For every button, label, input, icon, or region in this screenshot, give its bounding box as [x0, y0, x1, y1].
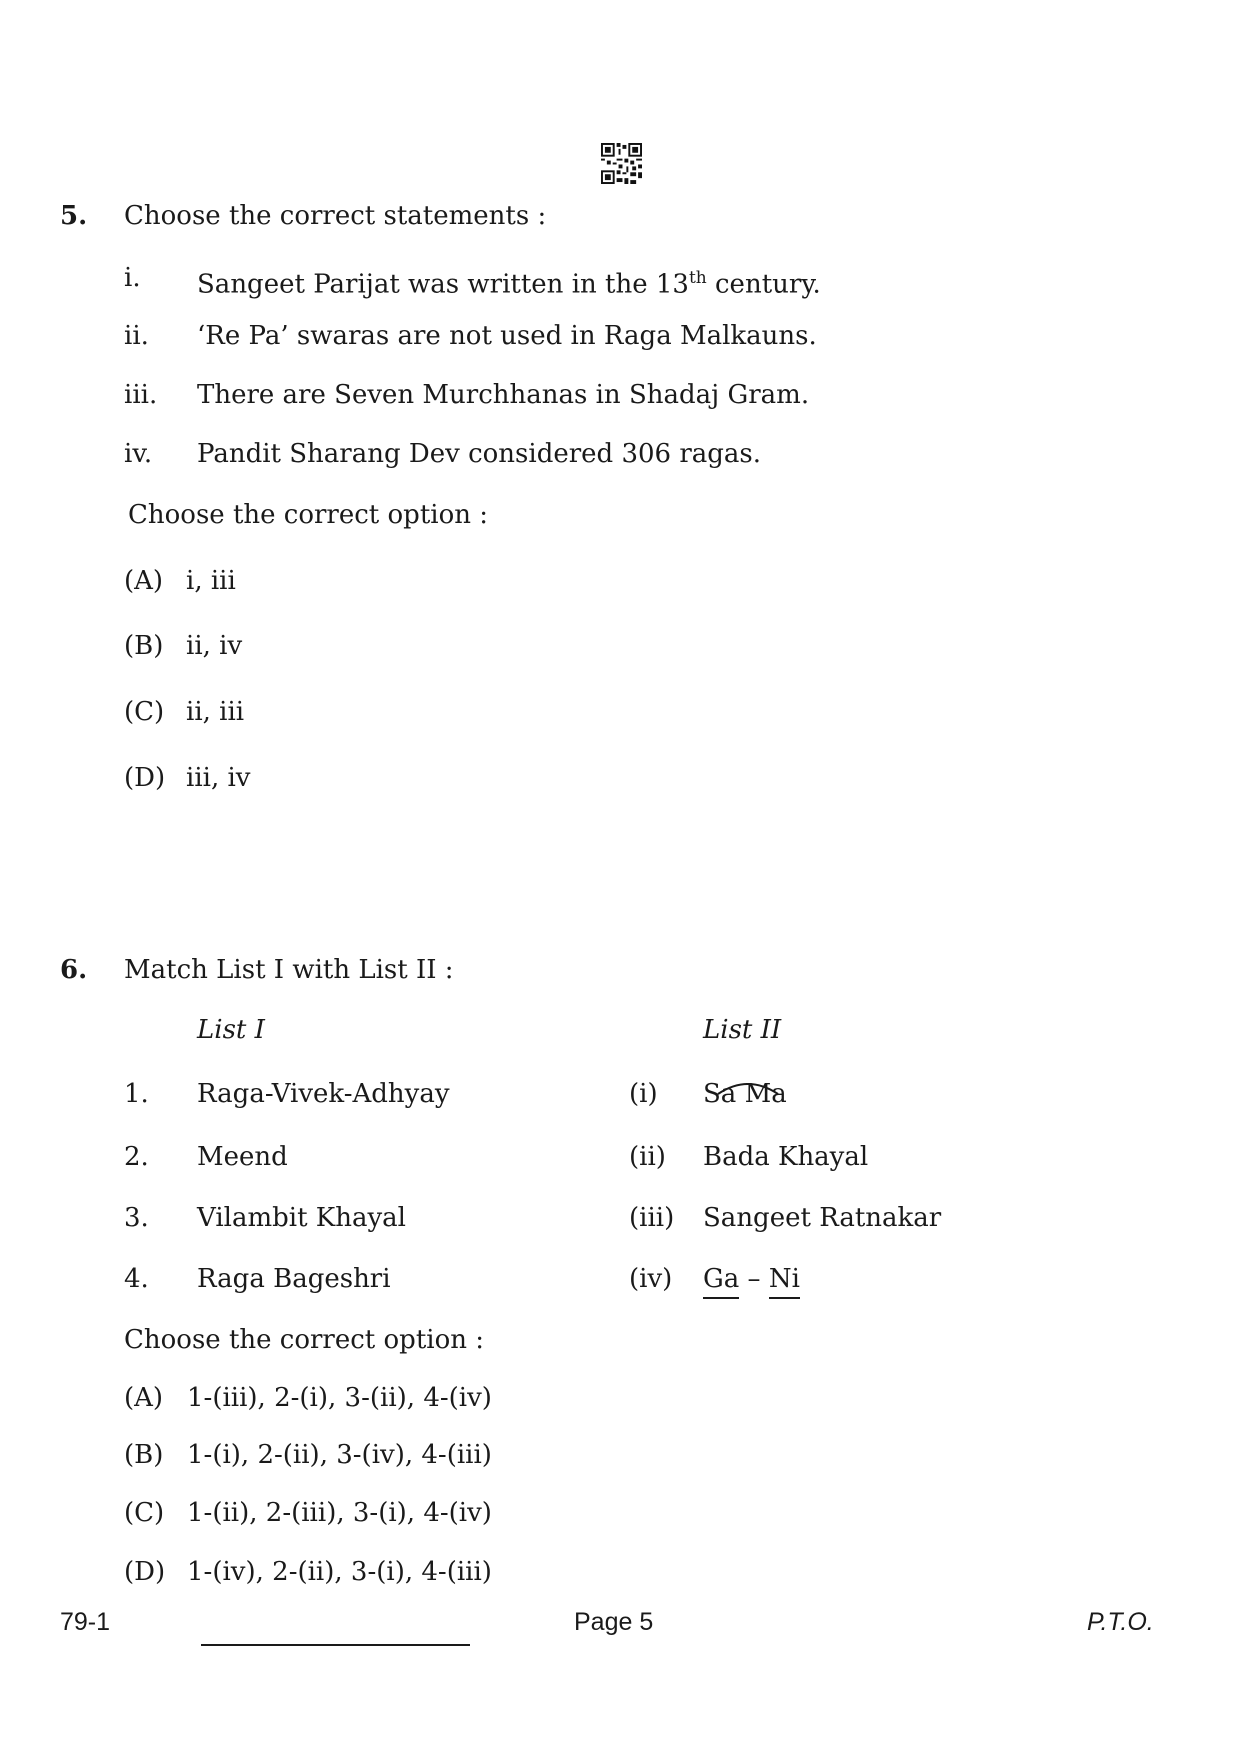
question-6-number: 6. — [60, 955, 88, 985]
list-2-item: Sangeet Ratnakar — [703, 1203, 942, 1233]
option-label: (A) — [124, 1383, 164, 1413]
list-1-item: Vilambit Khayal — [197, 1203, 406, 1233]
option-label: (B) — [124, 631, 164, 661]
option-text: 1-(i), 2-(ii), 3-(iv), 4-(iii) — [187, 1440, 492, 1470]
question-5-prompt: Choose the correct option : — [128, 500, 489, 530]
list-1-item: Meend — [197, 1142, 288, 1172]
list-1-number: 3. — [124, 1203, 149, 1233]
option-label: (C) — [124, 1498, 165, 1528]
qr-code-icon — [601, 143, 642, 184]
option-text: i, iii — [186, 566, 236, 596]
list-2-header: List II — [703, 1015, 782, 1045]
question-5-number: 5. — [60, 201, 88, 231]
list-2-item: Sa Ma — [703, 1079, 787, 1109]
option-label: (D) — [124, 763, 166, 793]
option-text: 1-(ii), 2-(iii), 3-(i), 4-(iv) — [187, 1498, 492, 1528]
option-text: ii, iii — [186, 697, 245, 727]
list-1-number: 2. — [124, 1142, 149, 1172]
statement-label: iii. — [124, 380, 158, 410]
list-1-item: Raga-Vivek-Adhyay — [197, 1079, 450, 1109]
option-text: 1-(iii), 2-(i), 3-(ii), 4-(iv) — [187, 1383, 492, 1413]
list-2-label: (iii) — [629, 1203, 675, 1233]
option-label: (B) — [124, 1440, 164, 1470]
statement-text: There are Seven Murchhanas in Shadaj Gram. — [197, 380, 810, 410]
paper-code: 79-1 — [60, 1608, 111, 1636]
question-6-prompt: Choose the correct option : — [124, 1325, 485, 1355]
question-5-text: Choose the correct statements : — [124, 201, 547, 231]
statement-label: i. — [124, 263, 141, 293]
option-label: (C) — [124, 697, 165, 727]
statement-text: Sangeet Parijat was written in the 13th century. — [197, 268, 821, 300]
statement-label: ii. — [124, 321, 149, 351]
option-text: iii, iv — [186, 763, 251, 793]
list-1-number: 1. — [124, 1079, 149, 1109]
list-2-item: Ga – Ni — [703, 1263, 800, 1295]
list-2-label: (iv) — [629, 1264, 673, 1294]
list-1-number: 4. — [124, 1264, 149, 1294]
option-label: (A) — [124, 566, 164, 596]
option-label: (D) — [124, 1557, 166, 1587]
list-2-label: (ii) — [629, 1142, 666, 1172]
list-2-label: (i) — [629, 1079, 658, 1109]
list-1-item: Raga Bageshri — [197, 1264, 391, 1294]
question-6-text: Match List I with List II : — [124, 955, 454, 985]
list-1-header: List I — [197, 1015, 265, 1045]
statement-text: ‘Re Pa’ swaras are not used in Raga Malkauns. — [197, 321, 817, 351]
pto-label: P.T.O. — [1087, 1608, 1154, 1636]
footer-divider — [201, 1644, 470, 1646]
statement-label: iv. — [124, 439, 153, 469]
page-number: Page 5 — [574, 1608, 654, 1636]
list-2-item: Bada Khayal — [703, 1142, 869, 1172]
statement-text: Pandit Sharang Dev considered 306 ragas. — [197, 439, 762, 469]
option-text: 1-(iv), 2-(ii), 3-(i), 4-(iii) — [187, 1557, 492, 1587]
option-text: ii, iv — [186, 631, 243, 661]
